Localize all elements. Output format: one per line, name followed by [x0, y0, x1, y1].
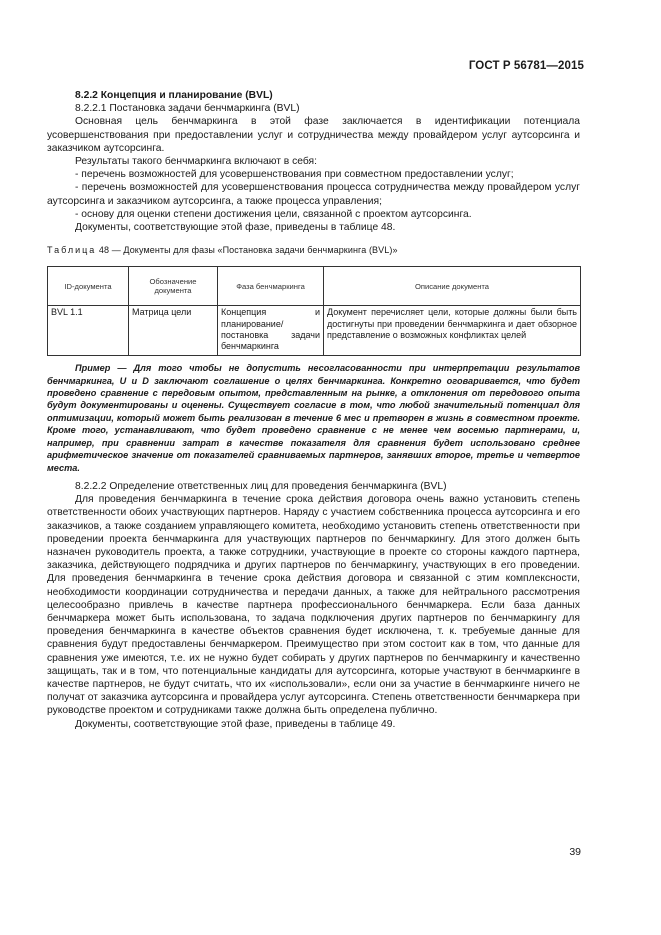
paragraph: Результаты такого бенчмаркинга включают в себя: — [75, 156, 317, 168]
column-header: Описание документа — [324, 267, 581, 306]
column-header: Обозначение документа — [129, 267, 218, 306]
table-row — [48, 306, 581, 356]
standard-code: ГОСТ Р 56781—2015 — [468, 60, 584, 72]
section-heading: 8.2.2 Концепция и планирование (BVL) — [75, 90, 273, 101]
cell-description: Документ перечисляет цели, которые должны были быть достигнуты при проведении бенчмаркинга и дает обзорное представление о возможных конфликтах целей — [324, 306, 581, 356]
column-header: ID-документа — [48, 267, 129, 306]
list-item: - перечень возможностей для усовершенствования процесса сотрудничества между провайдером услуг аутсорсинга и заказчиком аутсорсинга, а также процесса управления; — [47, 182, 580, 207]
subsection-title: 8.2.2.2 Определение ответственных лиц для проведения бенчмаркинга (BVL) — [75, 480, 447, 492]
cell-phase: Концепция и планирование/постановка задачи бенчмаркинга — [218, 306, 324, 356]
table-caption — [47, 244, 580, 257]
documents-table — [47, 266, 581, 356]
page-content — [47, 89, 580, 731]
subsection-title: 8.2.2.1 Постановка задачи бенчмаркинга (BVL) — [75, 103, 300, 115]
paragraph: Для проведения бенчмаркинга в течение срока действия договора очень важно установить степень ответственности обоих участвующих партнеров. Наряду с участием собственника процесса аутсорсинга и его заказчиков, а также созданием управляющего комитета, необходимо установить степень ответственности при проведении проекта бенчмаркинга для участвующих партнеров по бенчмаркингу. Для этого должен быть назначен руководитель проекта, а также сотрудники, участвующие в проекте со стороны каждого партнера, заказчика, действующего подрядчика и других партнеров по бенчмаркингу, участвующих в его проведении. Для проведения бенчмаркинга в течение срока действия договора и связанной с этим комплексности, необходимости координации сотрудничества и передачи данных, а также для нейтрального рассмотрения целесообразно привлечь в качестве партнера профессионального бенчмаркера. Если база данных бенчмаркера может быть использована, то задача подключения других партнеров по бенчмаркингу для проведения бенчмаркинга в качестве объектов сравнения будет исключена, т. к. требуемые данные для сравнения будут предоставлены бенчмаркером. Преимущество при этом состоит как в том, что данные для сравнения уже имеются, т.е. их не нужно будет собирать у других партнеров по бенчмаркингу и качественно защищать, так и в том, что потенциальные кандидаты для аутсорсинга, которые участвуют в бенчмаркинге в качестве партнеров, не будут считать, что их «использовали», если они за участие в бенчмаркинге ничего не получат от заказчика аутсорсинга и провайдера услуг аутсорсинга. Степень ответственности бенчмаркера при руководстве проектом и сотрудниками также должна быть определена публично. — [47, 494, 580, 717]
cell-id: BVL 1.1 — [48, 306, 129, 356]
example-note: Пример — Для того чтобы не допустить несогласованности при интерпретации результатов бенчмаркинга, U и D заключают соглашение о целях бенчмаркинга. Конкретно оговаривается, что будет проведено сравнение с передовым опытом, представленным на рынке, а отклонения от передового опыта будут документированы и оценены. Существует согласие в том, что любой значительный потенциал для оптимизации, который может быть реализован в течение 6 мес и претворен в жизнь в совместном проекте. Кроме того, устанавливают, что будет проведено сравнение с не менее чем восемью партнерами, и, например, при сравнении затрат в качестве показателя для сравнения будет использовано среднее арифметическое значение от показателей сравниваемых партнеров, занявших второе, третье и четвертое места. — [47, 363, 580, 473]
column-header: Фаза бенчмаркинга — [218, 267, 324, 306]
paragraph: Основная цель бенчмаркинга в этой фазе заключается в идентификации потенциала усовершенствования при предоставлении услуг и сотрудничества между провайдером услуг аутсорсинга и заказчиком аутсорсинга. — [47, 116, 580, 154]
list-item: - перечень возможностей для усовершенствования при совместном предоставлении услуг; — [75, 169, 514, 181]
page-number: 39 — [569, 846, 581, 858]
table-header-row — [48, 267, 581, 306]
paragraph: Документы, соответствующие этой фазе, приведены в таблице 48. — [75, 222, 396, 234]
list-item: - основу для оценки степени достижения цели, связанной с проектом аутсорсинга. — [75, 208, 472, 220]
table-caption-word: Таблица — [47, 245, 97, 256]
table-caption-text: 48 — Документы для фазы «Постановка задачи бенчмаркинга (BVL)» — [96, 245, 398, 256]
cell-name: Матрица цели — [129, 306, 218, 356]
paragraph: Документы, соответствующие этой фазе, приведены в таблице 49. — [75, 718, 396, 730]
